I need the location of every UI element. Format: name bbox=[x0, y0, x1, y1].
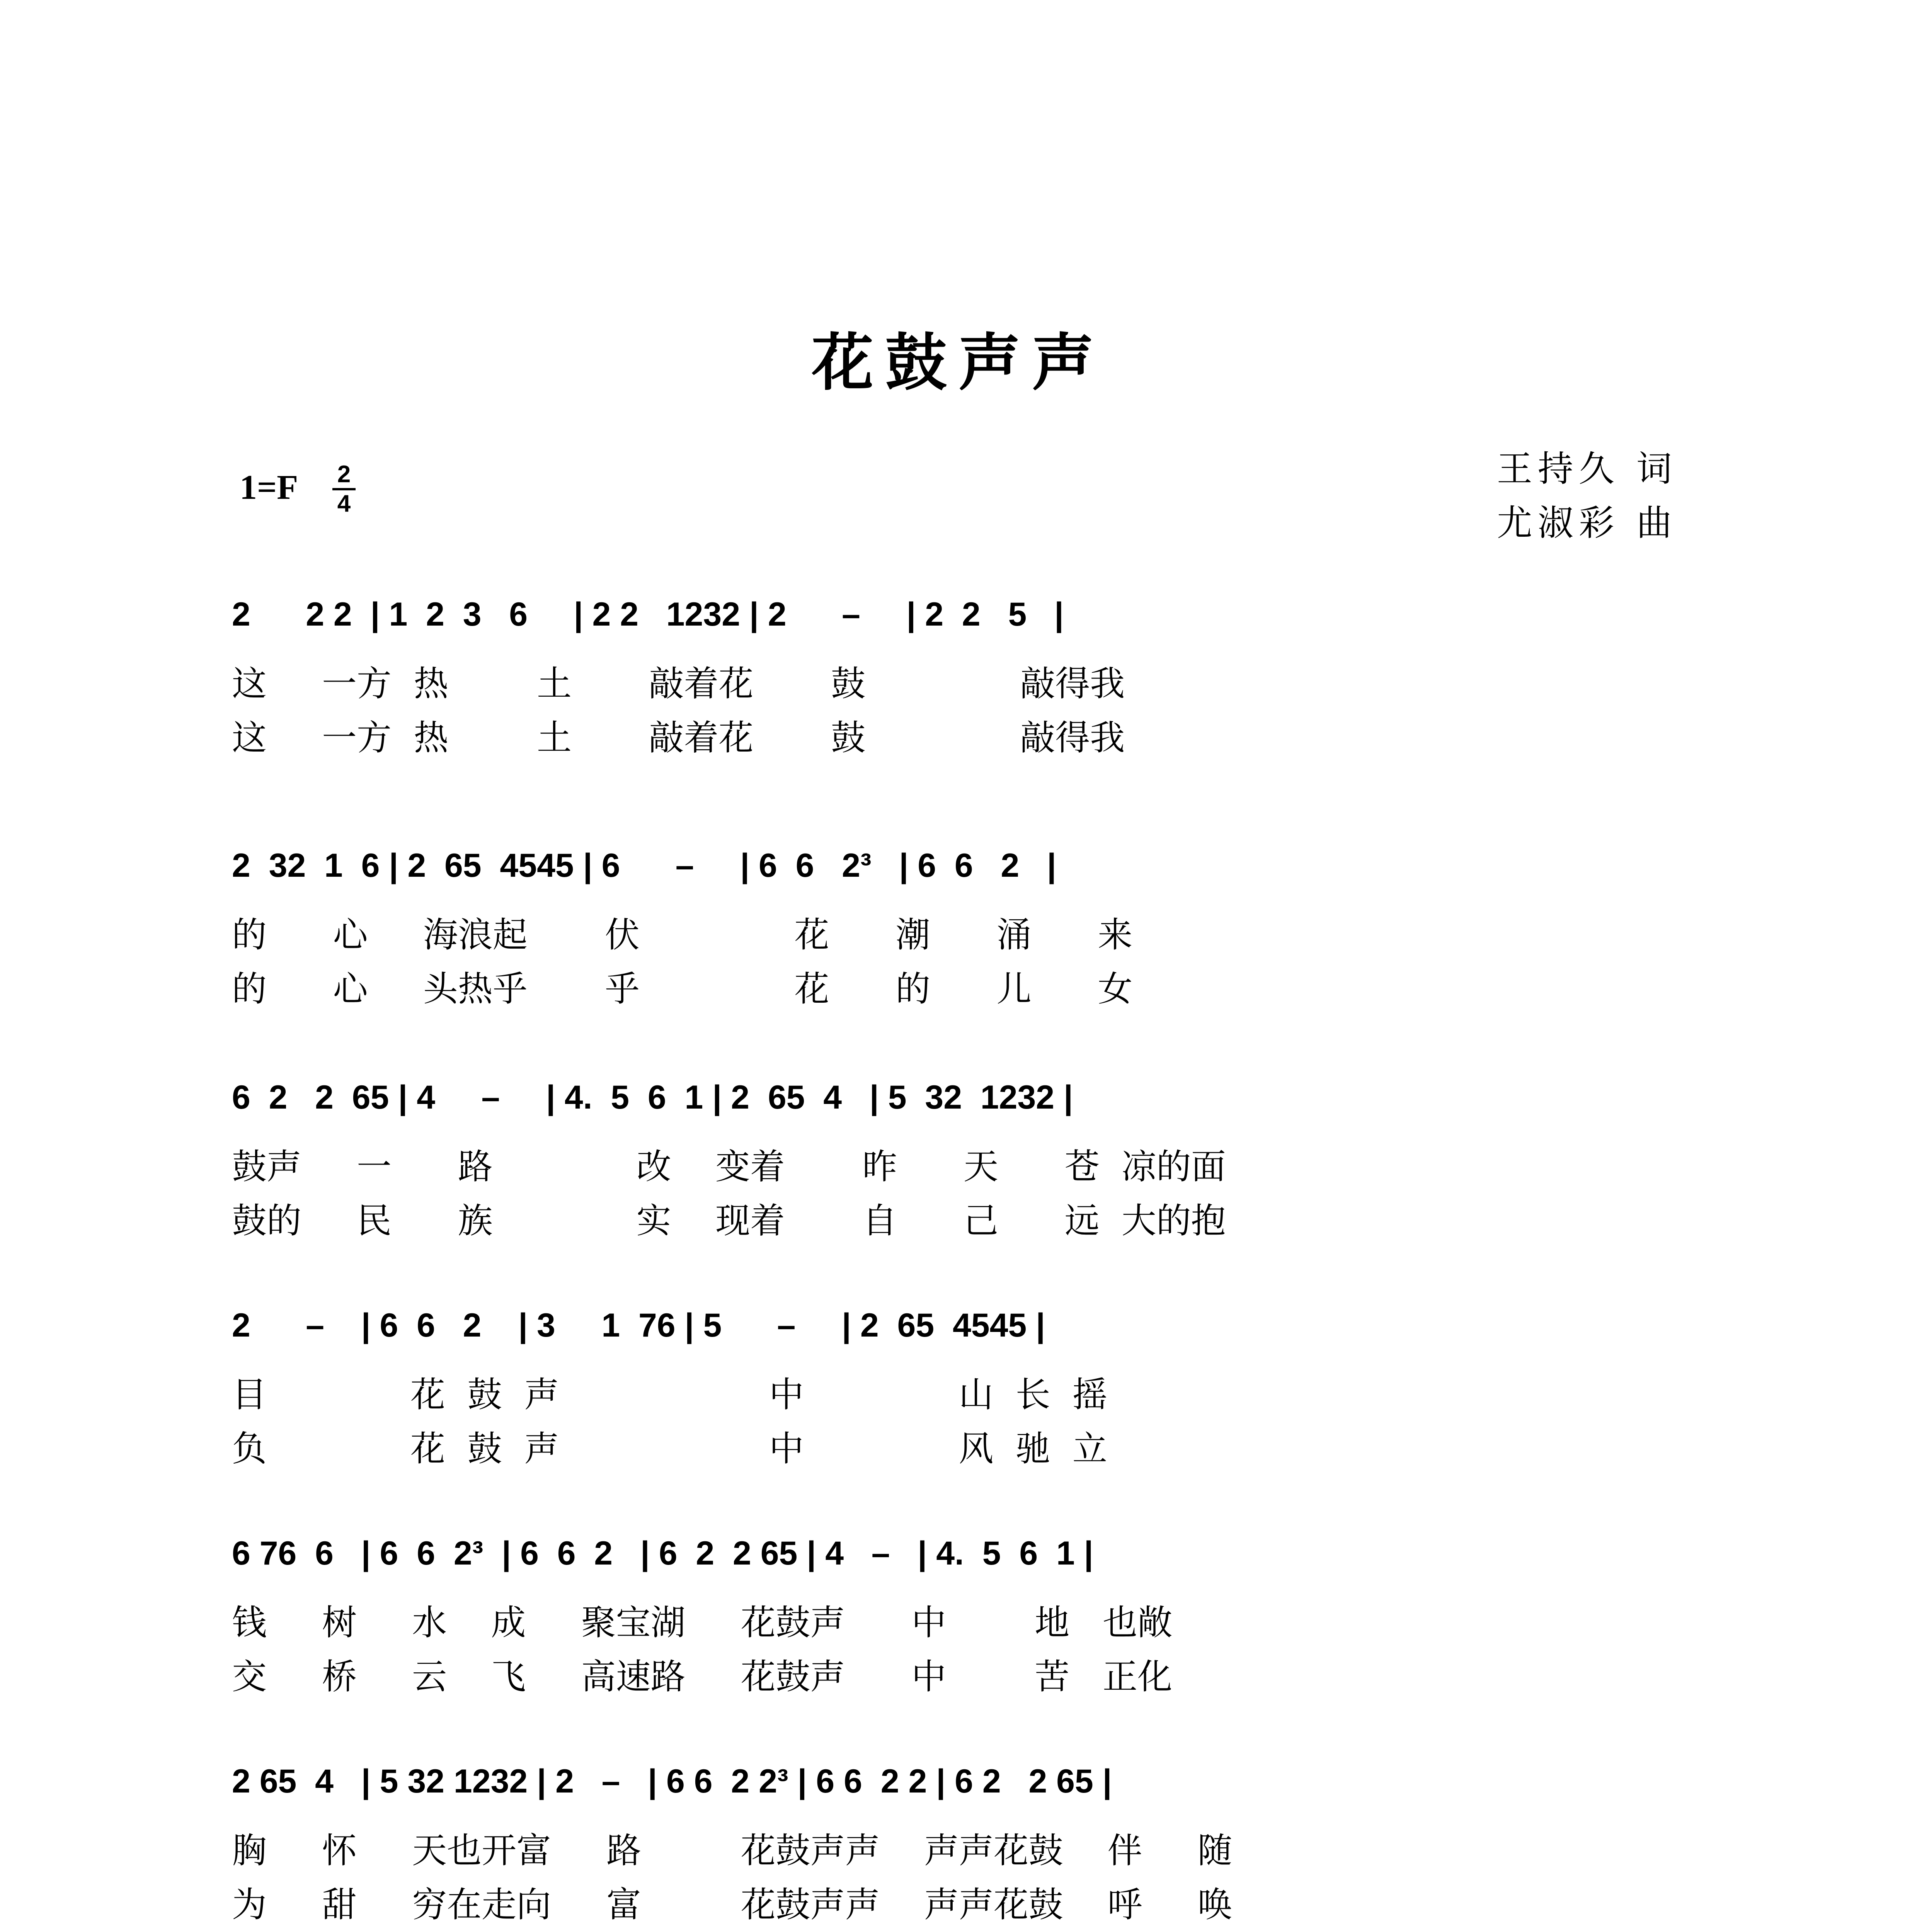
time-signature bbox=[332, 462, 356, 517]
lyrics-verse-2: 负 花 鼓 声 中 风 驰 立 bbox=[232, 1429, 1107, 1469]
notation-line: 2 – | 6 6 2 | 3 1 76 | 5 – | 2 65 4545 | bbox=[232, 1307, 1045, 1344]
score-system bbox=[232, 1302, 1685, 1519]
notation-line: 2 2 2 | 1 2 3 6 | 2 2 1232 | 2 – | 2 2 5 | bbox=[232, 596, 1064, 633]
notation-line: 6 76 6 | 6 6 2³ | 6 6 2 | 6 2 2 65 | 4 – | 4. 5 6 1 | bbox=[232, 1535, 1093, 1572]
notation-line: 2 32 1 6 | 2 65 4545 | 6 – | 6 6 2³ | 6 6 2 | bbox=[232, 847, 1056, 884]
lyrics-verse-2: 这 一方 热 土 敲着花 鼓 敲得我 bbox=[232, 718, 1125, 758]
time-signature-bottom: 4 bbox=[337, 490, 351, 517]
lyrics-verse-2: 交 桥 云 飞 高速路 花鼓声 中 苦 正化 bbox=[232, 1656, 1172, 1697]
lyrics-verse-1: 这 一方 热 土 敲着花 鼓 敲得我 bbox=[232, 663, 1125, 704]
score-system bbox=[232, 1758, 1685, 1932]
lyrics-verse-1: 目 花 鼓 声 中 山 长 摇 bbox=[232, 1374, 1107, 1415]
score-system bbox=[232, 1074, 1685, 1291]
lyrics-verse-1: 胸 怀 天也开富 路 花鼓声声 声声花鼓 伴 随 bbox=[232, 1830, 1233, 1871]
key-signature: 1=F bbox=[240, 468, 298, 507]
lyrics-verse-1: 的 心 海浪起 伏 花 潮 涌 来 bbox=[232, 915, 1133, 955]
score-system bbox=[232, 842, 1685, 1059]
lyricist-credit: 王持久 词 bbox=[1496, 448, 1677, 490]
score-system bbox=[232, 591, 1685, 808]
lyrics-verse-2: 的 心 头热乎 乎 花 的 儿 女 bbox=[232, 969, 1133, 1009]
page-title: 花鼓声声 bbox=[811, 326, 1105, 399]
lyrics-verse-1: 鼓声 一 路 改 变着 昨 天 苍 凉的面 bbox=[232, 1146, 1226, 1187]
lyrics-verse-1: 钱 树 水 成 聚宝湖 花鼓声 中 地 也敞 bbox=[232, 1602, 1172, 1643]
lyrics-verse-2: 鼓的 民 族 实 现着 自 己 远 大的抱 bbox=[232, 1201, 1226, 1241]
score-system bbox=[232, 1530, 1685, 1747]
notation-line: 2 65 4 | 5 32 1232 | 2 – | 6 6 2 2³ | 6 6 2 2 | 6 2 2 65 | bbox=[232, 1763, 1112, 1800]
notation-line: 6 2 2 65 | 4 – | 4. 5 6 1 | 2 65 4 | 5 32 1232 | bbox=[232, 1079, 1073, 1116]
composer-credit: 尤淑彩 曲 bbox=[1496, 502, 1677, 544]
lyrics-verse-2: 为 甜 穷在走向 富 花鼓声声 声声花鼓 呼 唤 bbox=[232, 1884, 1233, 1925]
time-signature-top: 2 bbox=[337, 461, 351, 488]
